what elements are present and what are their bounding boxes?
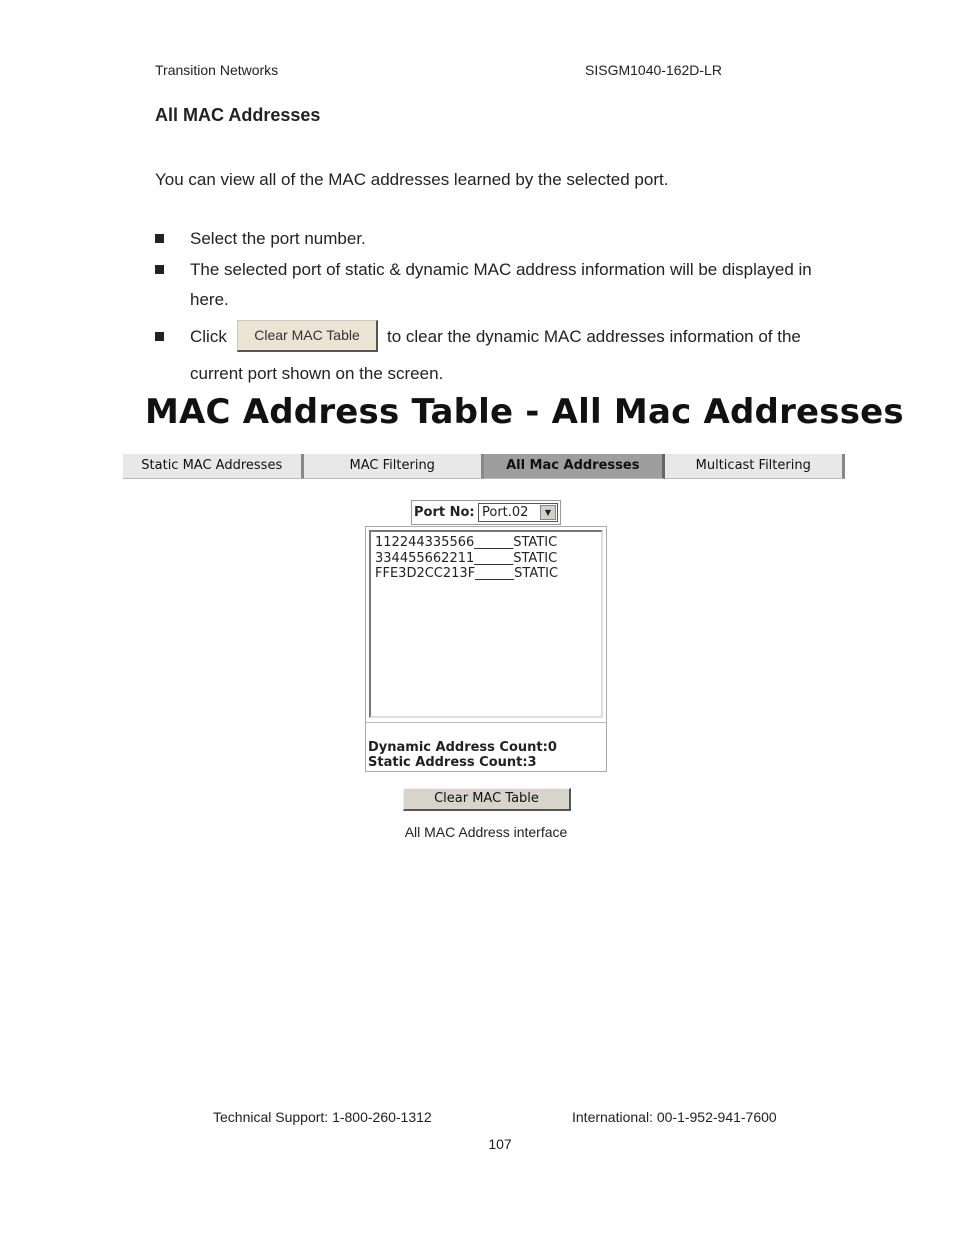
- tab-bar: [123, 454, 845, 479]
- footer-support: Technical Support: 1-800-260-1312: [213, 1109, 432, 1125]
- port-label: Port No:: [414, 505, 475, 520]
- port-selector: [411, 500, 561, 525]
- mac-address-list[interactable]: [369, 530, 603, 718]
- bullet-text: current port shown on the screen.: [190, 364, 444, 383]
- page-number: 107: [488, 1136, 512, 1152]
- header-company: Transition Networks: [155, 62, 279, 78]
- bullet-square-icon: [155, 234, 164, 243]
- section-title: All MAC Addresses: [155, 105, 321, 125]
- footer-international: International: 00-1-952-941-7600: [572, 1109, 777, 1125]
- tab-multicast-filtering[interactable]: Multicast Filtering: [665, 454, 846, 479]
- inline-clear-mac-table-button[interactable]: Clear MAC Table: [237, 320, 378, 352]
- tab-all-mac-addresses[interactable]: All Mac Addresses: [484, 454, 665, 479]
- bullet-square-icon: [155, 265, 164, 274]
- bullet-text: Select the port number.: [190, 229, 366, 248]
- clear-mac-table-button[interactable]: Clear MAC Table: [403, 788, 571, 811]
- screenshot-title: MAC Address Table - All Mac Addresses: [145, 392, 904, 432]
- tab-mac-filtering[interactable]: MAC Filtering: [304, 454, 485, 479]
- list-item[interactable]: 112244335566______STATIC: [375, 535, 558, 550]
- list-item[interactable]: 334455662211______STATIC: [375, 550, 558, 566]
- static-address-count: Static Address Count:3: [368, 755, 537, 770]
- mac-address-panel: [365, 526, 607, 772]
- address-counts: [366, 722, 606, 771]
- bullet-text: to clear the dynamic MAC addresses information of the: [387, 327, 801, 346]
- bullet-text: The selected port of static & dynamic MAC address information will be displayed in here.: [190, 260, 812, 309]
- list-item[interactable]: FFE3D2CC213F______STATIC: [375, 566, 559, 581]
- bullet-square-icon: [155, 332, 164, 341]
- intro-text: You can view all of the MAC addresses learned by the selected port.: [155, 170, 669, 189]
- figure-caption: All MAC Address interface: [404, 824, 568, 840]
- port-select[interactable]: [478, 503, 558, 522]
- dynamic-address-count: Dynamic Address Count:0: [368, 740, 557, 755]
- port-value: Port.02: [482, 505, 529, 520]
- tab-static-mac-addresses[interactable]: Static MAC Addresses: [123, 454, 304, 479]
- bullet-text: Click: [190, 327, 227, 346]
- header-model: SISGM1040-162D-LR: [585, 62, 722, 78]
- chevron-down-icon[interactable]: ▼: [540, 505, 556, 520]
